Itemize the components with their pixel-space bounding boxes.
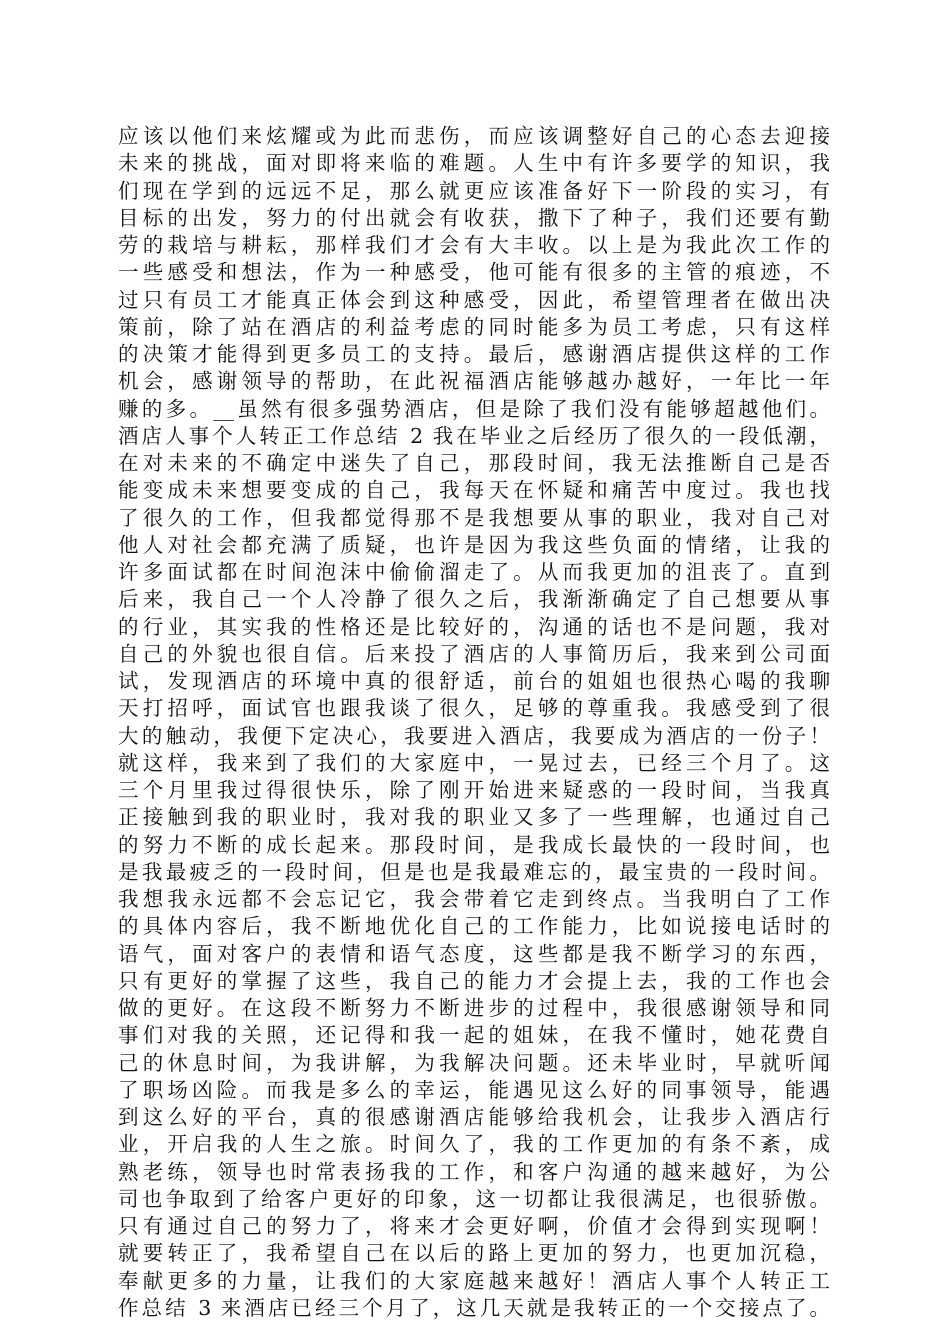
text-line: 天打招呼，面试官也跟我谈了很久，足够的尊重我。我感受到了很 [118,696,830,721]
text-line: 我想我永远都不会忘记它，我会带着它走到终点。当我明白了工作 [118,887,830,911]
text-line: 过只有员工才能真正体会到这种感受，因此，希望管理者在做出决 [118,287,830,312]
text-line: 业，开启我的人生之旅。时间久了，我的工作更加的有条不紊，成 [118,1132,830,1157]
text-line: 就这样，我来到了我们的大家庭中，一晃过去，已经三个月了。这 [118,750,830,775]
text-line: 自己的外貌也很自信。后来投了酒店的人事简历后，我来到公司面 [118,641,830,666]
text-line: 试，发现酒店的环境中真的很舒适，前台的姐姐也很热心喝的我聊 [118,669,830,693]
text-line: 的具体内容后，我不断地优化自己的工作能力，比如说接电话时的 [118,914,830,939]
text-line: 大的触动，我便下定决心，我要进入酒店，我要成为酒店的一份子！ [118,723,830,748]
text-line: 酒店人事个人转正工作总结 2 我在毕业之后经历了很久的一段低潮， [118,423,830,448]
text-line: 后来，我自己一个人冷静了很久之后，我渐渐确定了自己想要从事 [118,587,830,612]
text-line: 司也争取到了给客户更好的印象，这一切都让我很满足，也很骄傲。 [118,1186,830,1211]
text-line: 己的休息时间，为我讲解，为我解决问题。还未毕业时，早就听闻 [118,1050,830,1075]
text-line: 了很久的工作，但我都觉得那不是我想要从事的职业，我对自己对 [118,505,830,530]
text-line: 只有通过自己的努力了，将来才会更好啊，价值才会得到实现啊！ [118,1214,830,1238]
text-line: 作总结 3 来酒店已经三个月了，这几天就是我转正的一个交接点了。 [118,1295,830,1320]
text-line: 就要转正了，我希望自己在以后的路上更加的努力，也更加沉稳， [118,1241,830,1266]
text-line: 熟老练，领导也时常表扬我的工作，和客户沟通的越来越好，为公 [118,1159,830,1184]
text-line: 目标的出发，努力的付出就会有收获，撒下了种子，我们还要有勤 [118,205,830,230]
text-line: 赚的多。__虽然有很多强势酒店，但是除了我们没有能够超越他们。 [118,396,830,421]
text-line: 许多面试都在时间泡沫中偷偷溜走了。从而我更加的沮丧了。直到 [118,560,830,584]
text-line: 在对未来的不确定中迷失了自己，那段时间，我无法推断自己是否 [118,451,830,475]
text-line: 语气，面对客户的表情和语气态度，这些都是我不断学习的东西， [118,941,830,966]
text-line: 劳的栽培与耕耘，那样我们才会有大丰收。以上是为我此次工作的 [118,233,830,257]
text-line: 一些感受和想法，作为一种感受，他可能有很多的主管的痕迹，不 [118,260,830,285]
text-line: 们现在学到的远远不足，那么就更应该准备好下一阶段的实习，有 [118,178,830,203]
text-line: 事们对我的关照，还记得和我一起的姐妹，在我不懂时，她花费自 [118,1023,830,1048]
text-line: 了职场凶险。而我是多么的幸运，能遇见这么好的同事领导，能遇 [118,1077,830,1102]
text-line: 能变成未来想要变成的自己，我每天在怀疑和痛苦中度过。我也找 [118,478,830,503]
text-line: 三个月里我过得很快乐，除了刚开始进来疑惑的一段时间，当我真 [118,778,830,802]
text-line: 的决策才能得到更多员工的支持。最后，感谢酒店提供这样的工作 [118,342,830,366]
text-line: 奉献更多的力量，让我们的大家庭越来越好！酒店人事个人转正工 [118,1268,830,1293]
text-line: 只有更好的掌握了这些，我自己的能力才会提上去，我的工作也会 [118,968,830,993]
text-line: 的努力不断的成长起来。那段时间，是我成长最快的一段时间，也 [118,832,830,857]
text-line: 做的更好。在这段不断努力不断进步的过程中，我很感谢领导和同 [118,996,830,1020]
text-line: 应该以他们来炫耀或为此而悲伤，而应该调整好自己的心态去迎接 [118,124,830,148]
text-line: 正接触到我的职业时，我对我的职业又多了一些理解，也通过自己 [118,805,830,830]
text-line: 机会，感谢领导的帮助，在此祝福酒店能够越办越好，一年比一年 [118,369,830,394]
text-line: 策前，除了站在酒店的利益考虑的同时能多为员工考虑，只有这样 [118,314,830,339]
text-line: 的行业，其实我的性格还是比较好的，沟通的话也不是问题，我对 [118,614,830,639]
body-text [118,123,830,1322]
text-line: 他人对社会都充满了质疑，也许是因为我这些负面的情绪，让我的 [118,532,830,557]
text-line: 是我最疲乏的一段时间，但是也是我最难忘的，最宝贵的一段时间。 [118,859,830,884]
text-line: 到这么好的平台，真的很感谢酒店能够给我机会，让我步入酒店行 [118,1105,830,1129]
text-line: 未来的挑战，面对即将来临的难题。人生中有许多要学的知识，我 [118,151,830,176]
